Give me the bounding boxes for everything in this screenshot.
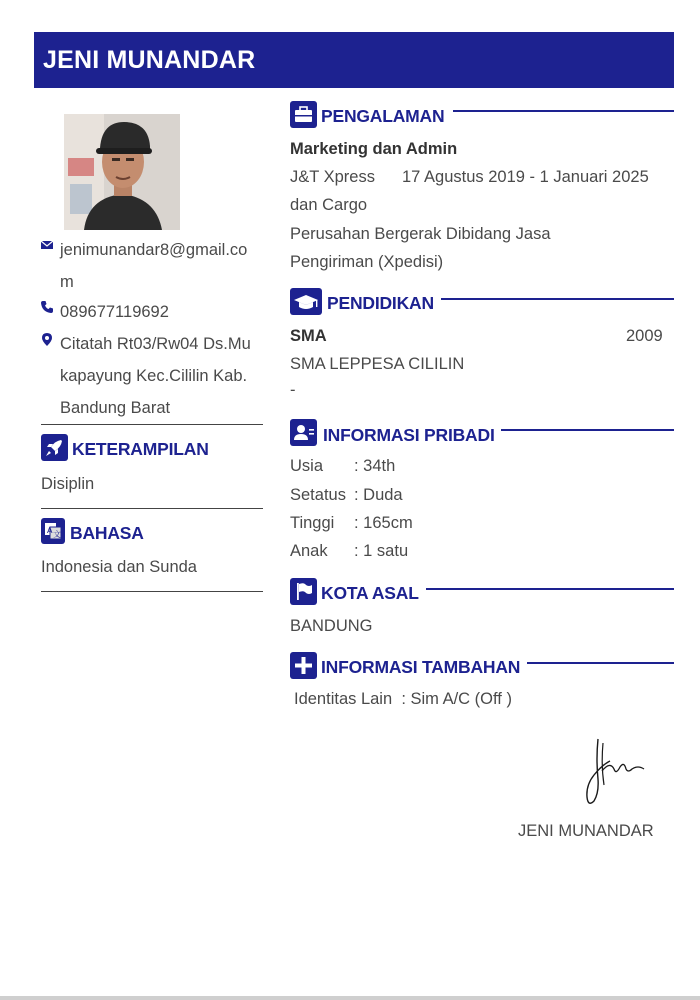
personal-label-children: Anak xyxy=(290,542,328,560)
briefcase-icon xyxy=(290,101,317,128)
languages-title: BAHASA xyxy=(70,523,144,543)
divider xyxy=(41,591,263,592)
additional-info-title: INFORMASI TAMBAHAN xyxy=(321,657,521,677)
company-line-2: dan Cargo xyxy=(290,196,368,214)
divider xyxy=(41,508,263,509)
section-line xyxy=(453,110,674,112)
email-line-1: jenimunandar8@gmail.co xyxy=(60,241,248,259)
location-pin-icon xyxy=(40,332,54,346)
svg-text:文: 文 xyxy=(53,530,61,539)
address-line-2: kapayung Kec.Cililin Kab. xyxy=(60,367,248,385)
personal-info-title: INFORMASI PRIBADI xyxy=(323,425,495,445)
translate-icon xyxy=(41,518,65,544)
email-address[interactable] xyxy=(60,234,266,298)
phone-icon xyxy=(40,300,54,314)
personal-label-age: Usia xyxy=(290,457,324,475)
personal-label-height: Tinggi xyxy=(290,514,335,532)
section-line xyxy=(501,429,674,431)
person-card-icon xyxy=(290,419,317,446)
hometown-title: KOTA ASAL xyxy=(321,583,419,603)
flag-icon xyxy=(290,578,317,605)
rocket-icon xyxy=(41,434,68,461)
page-bottom-edge xyxy=(0,996,700,1000)
address-line-1: Citatah Rt03/Rw04 Ds.Mu xyxy=(60,335,251,353)
section-line xyxy=(527,662,674,664)
skills-value: Disiplin xyxy=(41,475,95,493)
profile-photo xyxy=(64,114,180,230)
section-line xyxy=(426,588,674,590)
experience-title: PENGALAMAN xyxy=(321,106,445,126)
personal-value-status: : Duda xyxy=(354,486,403,504)
skills-title: KETERAMPILAN xyxy=(72,439,209,459)
education-year: 2009 xyxy=(626,327,663,345)
graduation-cap-icon xyxy=(290,288,322,315)
phone-number[interactable]: 089677119692 xyxy=(60,303,169,321)
header-bar xyxy=(34,32,674,88)
personal-value-children: : 1 satu xyxy=(354,542,409,560)
additional-info-value: Identitas Lain : Sim A/C (Off ) xyxy=(294,690,512,708)
personal-value-age: : 34th xyxy=(354,457,396,475)
personal-value-height: : 165cm xyxy=(354,514,413,532)
email-line-2: m xyxy=(60,273,74,291)
address-line-3: Bandung Barat xyxy=(60,399,171,417)
company-line-1: J&T Xpress xyxy=(290,168,375,186)
languages-value: Indonesia dan Sunda xyxy=(41,558,197,576)
school-name: SMA LEPPESA CILILIN xyxy=(290,355,465,373)
signature-image xyxy=(580,735,650,807)
education-extra: - xyxy=(290,381,296,399)
job-description-line-2: Pengiriman (Xpedisi) xyxy=(290,253,444,271)
job-period: 17 Agustus 2019 - 1 Januari 2025 xyxy=(402,168,649,186)
candidate-name: JENI MUNANDAR xyxy=(43,46,256,74)
hometown-value: BANDUNG xyxy=(290,617,373,635)
envelope-icon xyxy=(40,238,54,252)
education-title: PENDIDIKAN xyxy=(327,293,434,313)
education-level: SMA xyxy=(290,327,327,345)
address xyxy=(60,328,266,424)
divider xyxy=(41,424,263,425)
signature-name: JENI MUNANDAR xyxy=(518,822,654,840)
plus-icon xyxy=(290,652,317,679)
personal-label-status: Setatus xyxy=(290,486,346,504)
svg-text:A: A xyxy=(47,526,53,535)
job-description-line-1: Perusahan Bergerak Dibidang Jasa xyxy=(290,225,551,243)
section-line xyxy=(441,298,674,300)
job-position: Marketing dan Admin xyxy=(290,140,458,158)
